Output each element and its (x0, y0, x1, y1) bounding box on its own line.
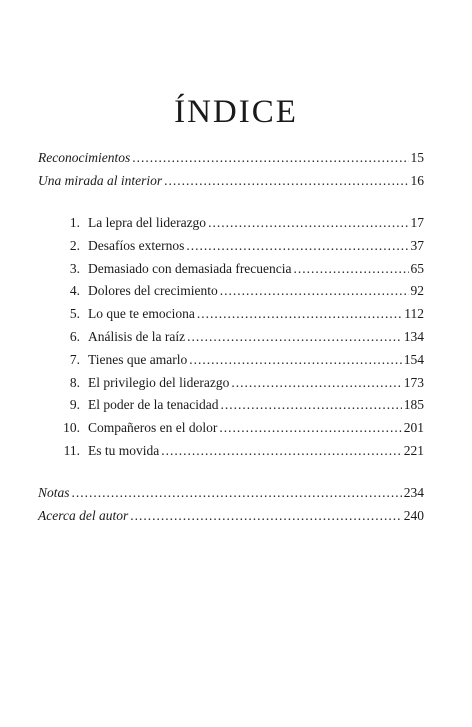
toc-chapter-11[interactable] (38, 440, 424, 463)
toc-chapter-3[interactable] (38, 258, 424, 281)
dot-leader (208, 212, 408, 235)
toc-entry-page: 16 (410, 172, 424, 188)
chapter-number: 1. (69, 215, 80, 230)
toc-chapter-1[interactable] (38, 212, 424, 235)
chapter-page: 221 (403, 442, 424, 458)
chapter-title: Desafíos externos (88, 237, 185, 253)
back-matter-list (38, 482, 424, 528)
toc-chapter-10[interactable] (38, 417, 424, 440)
chapter-number: 3. (69, 260, 80, 276)
chapter-title: El privilegio del liderazgo (88, 374, 230, 390)
chapter-page: 112 (404, 306, 424, 322)
chapter-page: 173 (403, 374, 424, 390)
dot-leader (220, 394, 401, 417)
page-title: ÍNDICE (174, 94, 298, 130)
chapter-number: 5. (69, 306, 80, 322)
toc-entry-una-mirada[interactable] (38, 170, 424, 193)
toc-entry-page: 15 (410, 150, 424, 165)
dot-leader (231, 372, 401, 395)
toc-chapter-2[interactable] (38, 235, 424, 258)
toc-entry-title: Una mirada al interior (38, 172, 163, 188)
toc-chapter-4[interactable] (38, 280, 424, 303)
chapter-number: 6. (69, 328, 80, 344)
chapter-page: 17 (410, 215, 424, 230)
dot-leader (197, 303, 402, 326)
toc-entry-page: 234 (403, 485, 424, 500)
chapter-page: 201 (403, 420, 424, 436)
toc-entry-title: Acerca del autor (38, 507, 129, 523)
front-matter-list (38, 147, 424, 193)
dot-leader (186, 235, 408, 258)
toc-entry-reconocimientos[interactable] (38, 147, 424, 170)
chapter-page: 154 (403, 351, 424, 367)
chapter-title: El poder de la tenacidad (88, 397, 219, 413)
toc-entry-page: 240 (403, 507, 424, 523)
toc-chapter-6[interactable] (38, 326, 424, 349)
chapter-title: Dolores del crecimiento (88, 283, 218, 299)
chapter-page: 37 (410, 237, 424, 253)
chapter-number: 4. (69, 283, 80, 299)
toc-chapter-9[interactable] (38, 394, 424, 417)
dot-leader (220, 280, 409, 303)
toc-chapter-7[interactable] (38, 349, 424, 372)
chapter-title: Es tu movida (88, 442, 160, 458)
dot-leader (130, 505, 402, 528)
chapter-title: Tienes que amarlo (88, 351, 188, 367)
dot-leader (72, 482, 402, 505)
toc-chapter-5[interactable] (38, 303, 424, 326)
dot-leader (294, 258, 409, 281)
toc-chapter-8[interactable] (38, 372, 424, 395)
toc-entry-notas[interactable] (38, 482, 424, 505)
dot-leader (219, 417, 401, 440)
chapter-number: 11. (63, 442, 80, 458)
chapter-title: Lo que te emociona (88, 306, 195, 322)
chapter-number: 8. (69, 374, 80, 390)
toc-entry-acerca-del-autor[interactable] (38, 505, 424, 528)
chapter-page: 185 (403, 397, 424, 413)
chapter-title: Demasiado con demasiada frecuencia (88, 260, 292, 276)
toc-entry-title: Notas (38, 485, 70, 500)
chapter-number: 7. (69, 351, 80, 367)
chapter-number: 2. (69, 237, 80, 253)
chapter-title: Compañeros en el dolor (88, 420, 218, 436)
chapter-page: 65 (410, 260, 424, 276)
chapter-title: La lepra del liderazgo (88, 215, 207, 230)
chapter-page: 92 (410, 283, 424, 299)
dot-leader (189, 349, 402, 372)
dot-leader (161, 440, 402, 463)
dot-leader (187, 326, 402, 349)
chapter-number: 10. (63, 420, 80, 436)
chapter-list (38, 212, 424, 463)
toc-entry-title: Reconocimientos (38, 150, 131, 165)
chapter-number: 9. (69, 397, 80, 413)
chapter-page: 134 (403, 328, 424, 344)
dot-leader (132, 147, 408, 170)
chapter-title: Análisis de la raíz (88, 328, 186, 344)
dot-leader (164, 170, 408, 193)
